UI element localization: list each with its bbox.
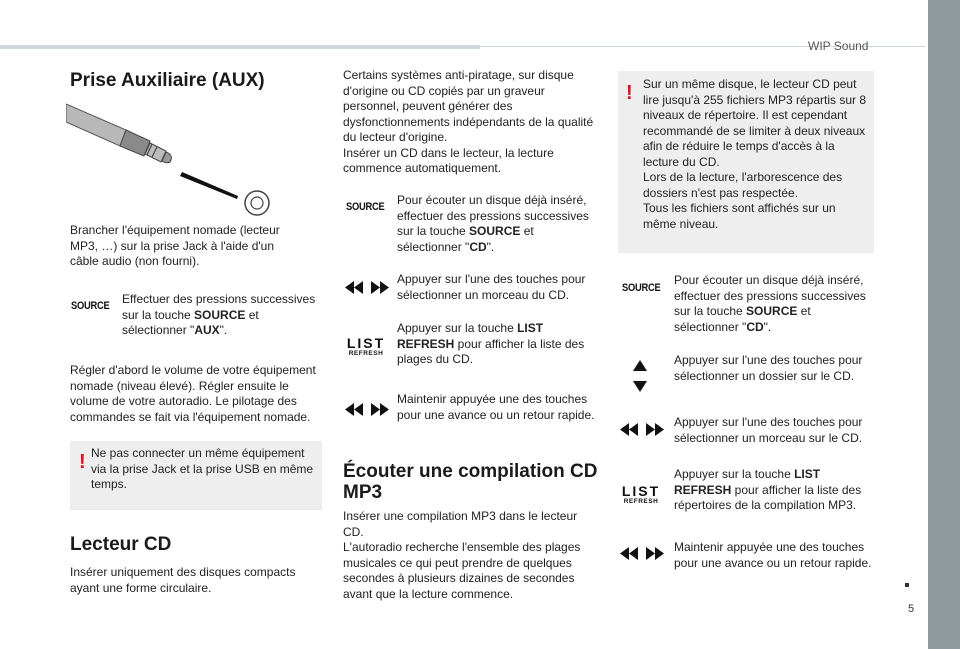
aux-step: Effectuer des pressions successives sur la touche SOURCE et sélectionner "AUX".: [122, 292, 316, 337]
fast-forward-rewind-icon: [345, 403, 389, 416]
aux-warning-text: Ne pas connecter un même équipement via la prise Jack et la prise USB en même temps.: [91, 446, 314, 491]
header-rule-thick: [0, 45, 480, 49]
side-tab-bar: [928, 0, 960, 649]
prev-next-icon: [620, 423, 664, 436]
refresh-label: REFRESH: [348, 350, 384, 357]
warning-icon: !: [79, 451, 86, 473]
source-icon: SOURCE: [622, 282, 661, 294]
warning-icon: !: [626, 82, 633, 104]
cd-step-track: Appuyer sur l'une des touches pour sélectionner un morceau du CD.: [397, 272, 586, 302]
cd-text: Insérer uniquement des disques compacts ayant une forme circulaire.: [70, 565, 296, 595]
source-icon: SOURCE: [71, 300, 110, 312]
cd-step-fast: Maintenir appuyée une des touches pour une avance ou un retour rapide.: [397, 392, 595, 422]
cd-step-source: Pour écouter un disque déjà inséré, effectuer des pressions successives sur la touche SOURCE et sélectionner "CD".: [397, 193, 589, 254]
prev-next-icon: [345, 281, 389, 294]
fast-forward-rewind-icon: [620, 547, 664, 560]
refresh-label: REFRESH: [623, 498, 659, 505]
mp3-title: Écouter une compilation CD MP3: [343, 461, 598, 503]
mp3-step-folder: Appuyer sur l'une des touches pour sélectionner un dossier sur le CD.: [674, 353, 863, 383]
mp3-text: Insérer une compilation MP3 dans le lecteur CD. L'autoradio recherche l'ensemble des plages musicales ce qui peut prendre de quelques secondes à plusieurs dizaines de secondes avant que la lecture commence.: [343, 509, 581, 601]
source-icon: SOURCE: [346, 201, 385, 213]
mp3-step-source: Pour écouter un disque déjà inséré, effectuer des pressions successives sur la touche SOURCE et sélectionner "CD".: [674, 273, 866, 334]
list-refresh-icon: [343, 336, 389, 360]
cd-title: Lecteur CD: [70, 534, 172, 555]
page-number: 5: [908, 603, 915, 615]
list-label: LIST: [346, 335, 386, 351]
section-label: WIP Sound: [808, 39, 869, 53]
mp3-warning-text: Sur un même disque, le lecteur CD peut lire jusqu'à 255 fichiers MP3 répartis sur 8 niveaux de répertoire. Il est cependant recommandé de se limiter à deux niveaux afin de réduire le temps d'accès à la lecture du CD. Lors de la lecture, l'arborescence des dossiers n'est pas respectée. Tous les fichiers sont affichés sur un même niveau.: [643, 77, 867, 231]
aux-volume-note: Régler d'abord le volume de votre équipement nomade (niveau élevé). Régler ensuite le volume de votre autoradio. Le pilotage des commandes se fait via l'équipement nomade.: [70, 363, 316, 424]
up-down-icon: [633, 360, 647, 392]
aux-title: Prise Auxiliaire (AUX): [70, 70, 265, 91]
aux-instructions: Brancher l'équipement nomade (lecteur MP3, …) sur la prise Jack à l'aide d'un câble audio (non fourni).: [70, 223, 280, 268]
cd-step-list: Appuyer sur la touche LIST REFRESH pour afficher la liste des plages du CD.: [397, 321, 585, 366]
list-label: LIST: [621, 483, 661, 499]
mp3-step-list: Appuyer sur la touche LIST REFRESH pour afficher la liste des répertoires de la compilation MP3.: [674, 467, 862, 512]
mp3-step-track: Appuyer sur l'une des touches pour sélectionner un morceau sur le CD.: [674, 415, 863, 445]
list-refresh-icon: [618, 484, 664, 508]
mp3-step-fast: Maintenir appuyée une des touches pour une avance ou un retour rapide.: [674, 540, 872, 570]
cd-intro: Certains systèmes anti-piratage, sur disque d'origine ou CD copiés par un graveur personnel, peuvent générer des dysfonctionnements indépendants de la qualité du lecteur d'origine. Insérer un CD dans le lecteur, la lecture commence automatiquement.: [343, 68, 594, 175]
jack-plug-icon: [66, 100, 276, 218]
page-marker: [905, 583, 909, 587]
